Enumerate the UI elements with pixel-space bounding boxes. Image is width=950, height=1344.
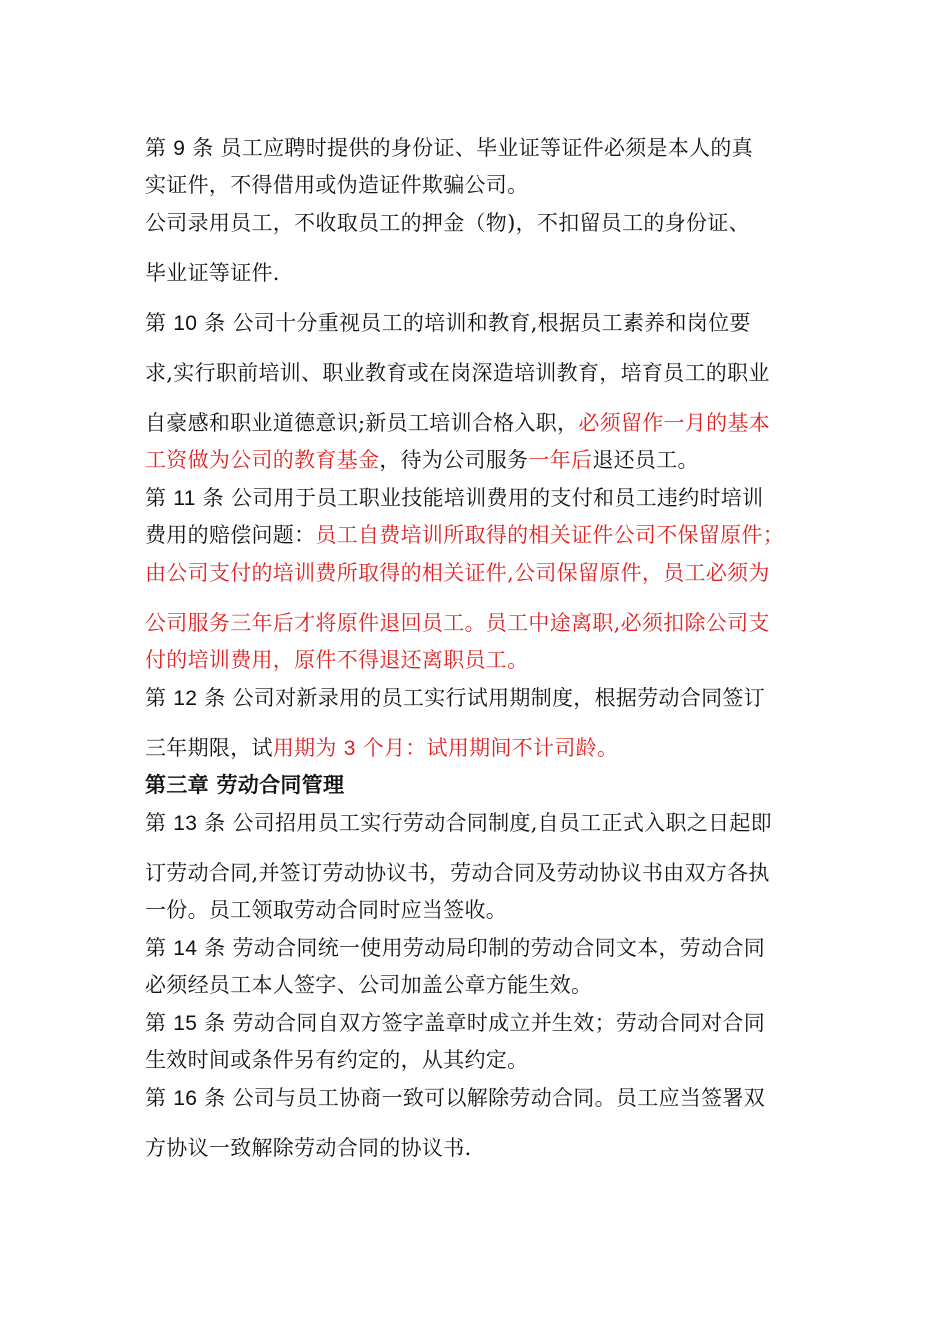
text-segment: 第 [145,1086,174,1110]
highlighted-text: 一年后 [528,448,593,472]
text-segment: 三年期限，试 [145,736,273,760]
text-segment: 一份。员工领取劳动合同时应当签收。 [145,898,508,922]
text-segment: 退还员工。 [592,448,699,472]
text-line [145,1083,825,1113]
text-segment: 10 [173,312,198,335]
highlighted-text: 公司服务三年后才将原件退回员工。员工中途离职,必须扣除公司支 [145,611,770,635]
text-segment: ，待为公司服务 [379,448,529,472]
text-segment: 条 公司用于员工职业技能培训费用的支付和员工违约时培训 [195,486,764,510]
text-line [145,608,825,638]
text-line [145,308,825,338]
text-segment: 第 [145,1011,174,1035]
text-line [145,1045,825,1075]
highlighted-text: 个月：试用期间不计司龄。 [355,736,619,760]
text-segment: 订劳动合同,并签订劳动协议书，劳动合同及劳动协议书由双方各执 [145,861,770,885]
text-line [145,258,825,288]
text-line [145,683,825,713]
highlighted-text: 工资做为公司的教育基金 [145,448,380,472]
text-line [145,858,825,888]
text-line [145,895,825,925]
text-segment: 第 [145,686,174,710]
text-segment: 费用的赔偿问题： [145,523,316,547]
text-segment: 第 [145,811,174,835]
text-segment: 15 [173,1012,198,1035]
text-line [145,733,825,763]
text-segment: 生效时间或条件另有约定的，从其约定。 [145,1048,529,1072]
text-line [145,1008,825,1038]
text-segment: 条 员工应聘时提供的身份证、毕业证等证件必须是本人的真 [185,136,754,160]
text-segment: 第 [145,936,174,960]
text-segment: 条 公司与员工协商一致可以解除劳动合同。员工应当签署双 [197,1086,765,1110]
text-segment: 方协议一致解除劳动合同的协议书. [145,1136,472,1160]
text-segment: 毕业证等证件. [145,261,280,285]
text-segment: 条 劳动合同自双方签字盖章时成立并生效；劳动合同对合同 [197,1011,765,1035]
text-segment: 13 [173,812,198,835]
text-line [145,808,825,838]
highlighted-text: 3 [343,737,356,760]
highlighted-text: 付的培训费用，原件不得退还离职员工。 [145,648,529,672]
text-line [145,970,825,1000]
text-segment: 第 [145,136,174,160]
text-segment: 12 [173,687,198,710]
highlighted-text: 由公司支付的培训费所取得的相关证件,公司保留原件，员工必须为 [145,561,770,585]
text-line [145,170,825,200]
text-segment: 16 [173,1087,198,1110]
text-line [145,558,825,588]
highlighted-text: 用期为 [272,736,344,760]
text-segment: 11 [173,487,196,510]
text-segment: 实证件，不得借用或伪造证件欺骗公司。 [145,173,529,197]
text-segment: 自豪感和职业道德意识;新员工培训合格入职， [145,411,579,435]
text-segment: 14 [173,937,198,960]
text-line [145,520,825,550]
text-segment: 必须经员工本人签字、公司加盖公章方能生效。 [145,973,593,997]
text-line [145,1133,825,1163]
text-segment: 第 [145,311,174,335]
text-segment: 条 公司对新录用的员工实行试用期制度，根据劳动合同签订 [197,686,765,710]
text-line [145,770,825,800]
text-line [145,933,825,963]
text-segment: 条 公司十分重视员工的培训和教育,根据员工素养和岗位要 [197,311,751,335]
text-line [145,208,825,238]
highlighted-text: 员工自费培训所取得的相关证件公司不保留原件； [315,523,785,547]
text-segment: 公司录用员工，不收取员工的押金（物)，不扣留员工的身份证、 [145,211,750,235]
text-line [145,133,825,163]
highlighted-text: 必须留作一月的基本 [578,411,771,435]
text-segment: 条 公司招用员工实行劳动合同制度,自员工正式入职之日起即 [197,811,772,835]
text-line [145,408,825,438]
text-line [145,358,825,388]
text-line [145,645,825,675]
text-segment: 条 劳动合同统一使用劳动局印制的劳动合同文本，劳动合同 [197,936,765,960]
text-segment: 9 [173,137,186,160]
text-segment: 第三章 劳动合同管理 [145,772,345,797]
text-line [145,445,825,475]
text-line [145,483,825,513]
text-segment: 求,实行职前培训、职业教育或在岗深造培训教育，培育员工的职业 [145,361,770,385]
text-segment: 第 [145,486,174,510]
